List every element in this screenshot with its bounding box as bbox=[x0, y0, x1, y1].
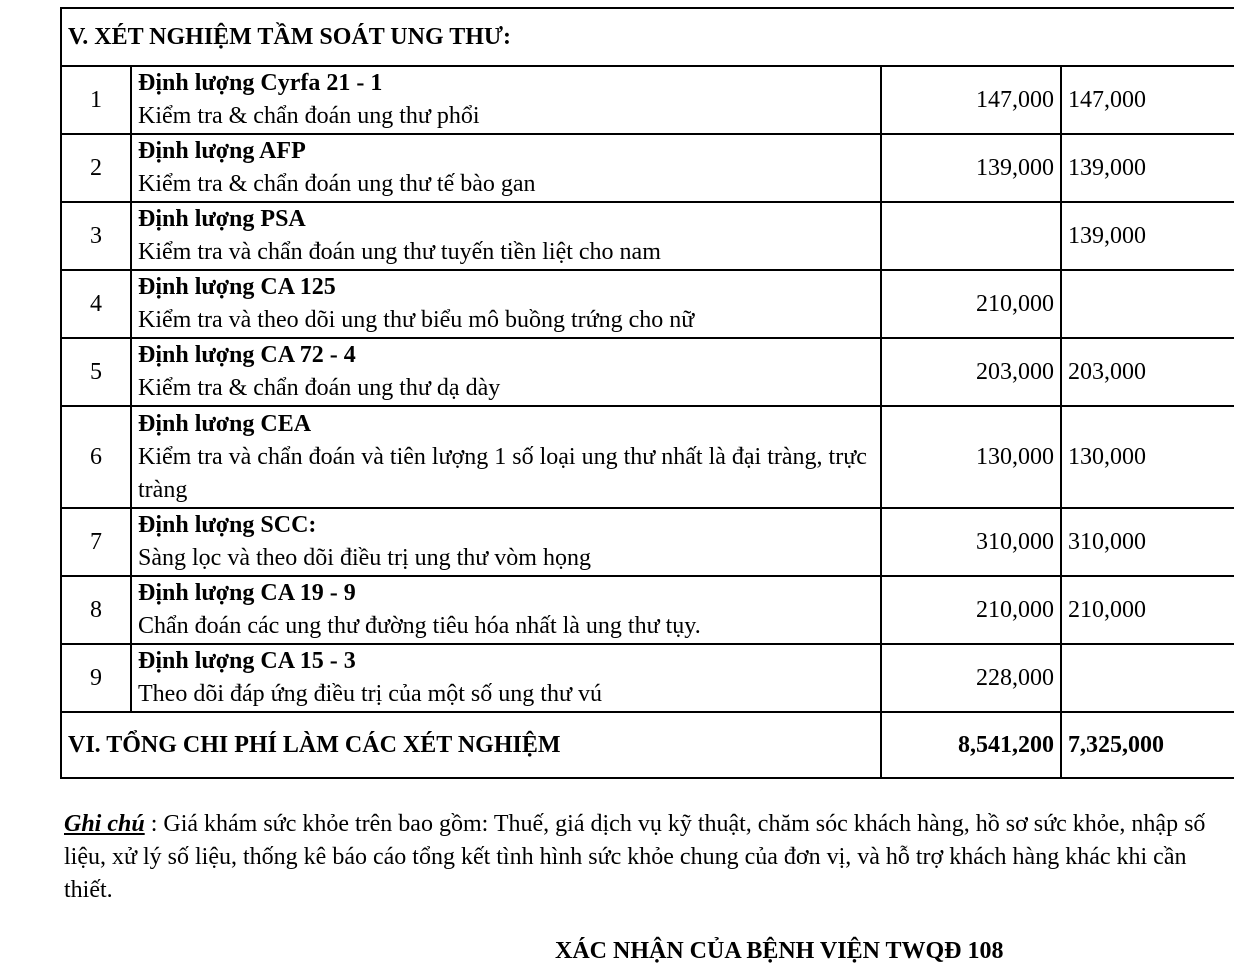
item-number: 2 bbox=[61, 134, 131, 202]
item-number: 9 bbox=[61, 644, 131, 712]
item-price-2: 203,000 bbox=[1061, 338, 1234, 406]
item-number: 3 bbox=[61, 202, 131, 270]
item-description-cell bbox=[131, 270, 881, 338]
item-description: Theo dõi đáp ứng điều trị của một số ung thư vú bbox=[138, 681, 602, 707]
item-description-cell bbox=[131, 338, 881, 406]
table-row bbox=[61, 202, 1234, 270]
total-label: VI. TỔNG CHI PHÍ LÀM CÁC XÉT NGHIỆM bbox=[61, 712, 881, 778]
total-row bbox=[61, 712, 1234, 778]
note-text: : Giá khám sức khỏe trên bao gồm: Thuế, giá dịch vụ kỹ thuật, chăm sóc khách hàng, hồ sơ sức khỏe, nhập số liệu, xử lý số liệu, thống kê báo cáo tổng kết tình hình sức khỏe chung của đơn vị, và hỗ trợ khách hàng khác khi cần thiết. bbox=[64, 811, 1206, 903]
item-description: Kiểm tra và theo dõi ung thư biểu mô buồng trứng cho nữ bbox=[138, 307, 695, 333]
item-description-cell bbox=[131, 508, 881, 576]
note-paragraph bbox=[64, 808, 1224, 907]
item-number: 8 bbox=[61, 576, 131, 644]
table-row bbox=[61, 338, 1234, 406]
item-price-2 bbox=[1061, 270, 1234, 338]
item-description-cell bbox=[131, 202, 881, 270]
item-price-1: 147,000 bbox=[881, 66, 1061, 134]
item-description-cell bbox=[131, 644, 881, 712]
item-description-cell bbox=[131, 406, 881, 508]
section-title: V. XÉT NGHIỆM TẦM SOÁT UNG THƯ: bbox=[61, 8, 1234, 66]
item-price-1: 130,000 bbox=[881, 406, 1061, 508]
item-price-1: 310,000 bbox=[881, 508, 1061, 576]
item-description: Chẩn đoán các ung thư đường tiêu hóa nhất là ung thư tụy. bbox=[138, 613, 701, 639]
item-price-2: 139,000 bbox=[1061, 134, 1234, 202]
item-price-1: 210,000 bbox=[881, 270, 1061, 338]
hospital-confirmation: XÁC NHẬN CỦA BỆNH VIỆN TWQĐ 108 bbox=[555, 938, 1004, 964]
table-row bbox=[61, 508, 1234, 576]
note-label: Ghi chú bbox=[64, 811, 145, 837]
cancer-screening-table bbox=[60, 7, 1234, 779]
item-description-cell bbox=[131, 134, 881, 202]
item-title: Định lượng AFP bbox=[138, 138, 306, 164]
item-price-1: 210,000 bbox=[881, 576, 1061, 644]
item-title: Định lượng CA 19 - 9 bbox=[138, 580, 356, 606]
total-price-2: 7,325,000 bbox=[1061, 712, 1234, 778]
item-price-2: 139,000 bbox=[1061, 202, 1234, 270]
item-price-1: 228,000 bbox=[881, 644, 1061, 712]
table-row bbox=[61, 134, 1234, 202]
table-row bbox=[61, 576, 1234, 644]
table-row bbox=[61, 644, 1234, 712]
item-title: Định lượng PSA bbox=[138, 206, 306, 232]
item-description: Kiểm tra & chẩn đoán ung thư tế bào gan bbox=[138, 171, 536, 197]
section-header-row bbox=[61, 8, 1234, 66]
item-number: 4 bbox=[61, 270, 131, 338]
item-title: Định lương CEA bbox=[138, 410, 312, 437]
table-row bbox=[61, 406, 1234, 508]
item-description: Kiểm tra và chẩn đoán và tiên lượng 1 số loại ung thư nhất là đại tràng, trực tràng bbox=[138, 443, 867, 503]
item-number: 1 bbox=[61, 66, 131, 134]
item-price-2: 130,000 bbox=[1061, 406, 1234, 508]
table-row bbox=[61, 66, 1234, 134]
item-price-2 bbox=[1061, 644, 1234, 712]
item-description: Sàng lọc và theo dõi điều trị ung thư vòm họng bbox=[138, 545, 591, 571]
item-title: Định lượng CA 15 - 3 bbox=[138, 648, 356, 674]
item-title: Định lượng Cyrfa 21 - 1 bbox=[138, 70, 383, 96]
item-price-2: 310,000 bbox=[1061, 508, 1234, 576]
item-number: 7 bbox=[61, 508, 131, 576]
item-title: Định lượng CA 72 - 4 bbox=[138, 342, 356, 368]
item-price-2: 147,000 bbox=[1061, 66, 1234, 134]
item-price-1: 139,000 bbox=[881, 134, 1061, 202]
total-price-1: 8,541,200 bbox=[881, 712, 1061, 778]
item-price-2: 210,000 bbox=[1061, 576, 1234, 644]
item-description: Kiểm tra và chẩn đoán ung thư tuyến tiền liệt cho nam bbox=[138, 239, 661, 265]
item-price-1: 203,000 bbox=[881, 338, 1061, 406]
item-number: 5 bbox=[61, 338, 131, 406]
item-description: Kiểm tra & chẩn đoán ung thư dạ dày bbox=[138, 375, 501, 401]
item-title: Định lượng CA 125 bbox=[138, 274, 336, 300]
item-description-cell bbox=[131, 66, 881, 134]
item-description-cell bbox=[131, 576, 881, 644]
item-number: 6 bbox=[61, 406, 131, 508]
item-price-1 bbox=[881, 202, 1061, 270]
table-row bbox=[61, 270, 1234, 338]
item-description: Kiểm tra & chẩn đoán ung thư phổi bbox=[138, 103, 480, 129]
item-title: Định lượng SCC: bbox=[138, 512, 317, 538]
